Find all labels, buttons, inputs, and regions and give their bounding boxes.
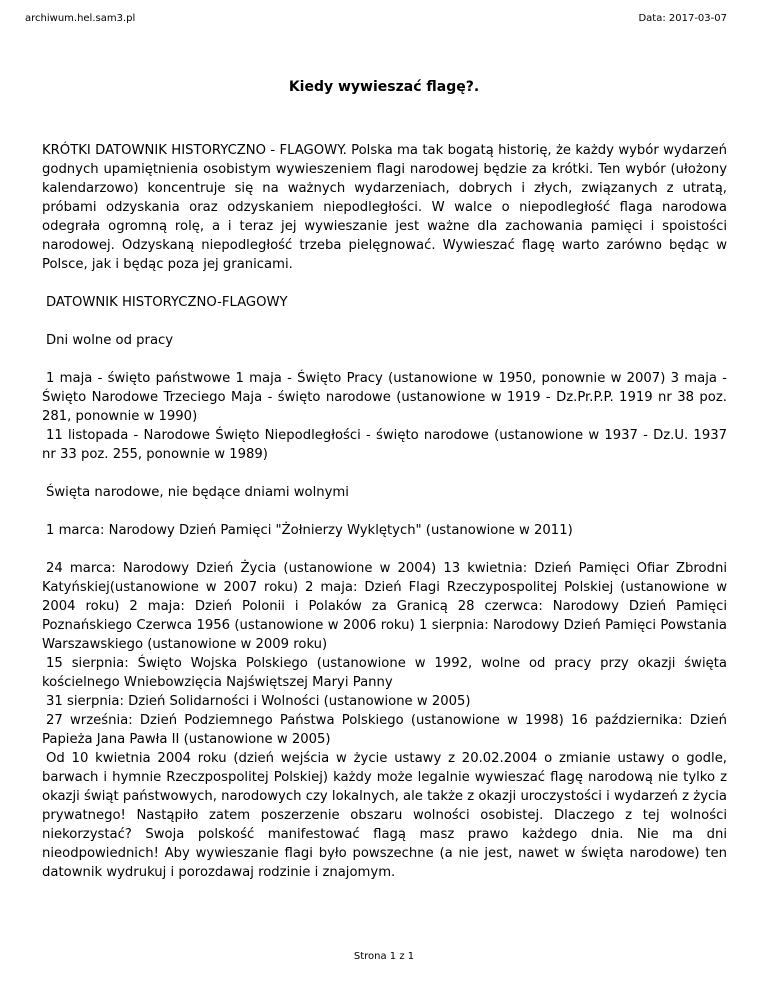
header-date: Data: 2017-03-07 xyxy=(638,13,727,24)
page-footer: Strona 1 z 1 xyxy=(353,951,415,962)
document-body xyxy=(42,141,727,882)
national-paragraph-4: 31 sierpnia: Dzień Solidarności i Wolności (ustanowione w 2005) xyxy=(46,694,471,709)
intro-paragraph: KRÓTKI DATOWNIK HISTORYCZNO - FLAGOWY. Polska ma tak bogatą historię, że każdy wybór wydarzeń godnych upamiętnienia osobistym wywieszeniem flagi narodowej będzie za krótki. Ten wybór (ułożony kalendarzowo) koncentruje się na ważnych wydarzeniach, dobrych i złych, związanych z utratą, próbami odzyskania oraz odzyskaniem niepodległości. W walce o niepodległość flaga narodowa odegrała ogromną rolę, a i teraz jej wywieszanie jest ważne dla zachowania pamięci i spoistości narodowej. Odzyskaną niepodległość trzeba pielęgnować. Wywieszać flagę warto zarówno będąc w Polsce, jak i będąc poza jej granicami. xyxy=(42,143,727,272)
page-title: Kiedy wywieszać flagę?. xyxy=(288,79,480,95)
header-site: archiwum.hel.sam3.pl xyxy=(25,13,136,24)
national-paragraph-3: 15 sierpnia: Święto Wojska Polskiego (ustanowione w 1992, wolne od pracy przy okazji święta kościelnego Wniebowzięcia Najświętszej Maryi Panny xyxy=(42,656,727,690)
section-title: DATOWNIK HISTORYCZNO-FLAGOWY xyxy=(46,295,288,310)
national-heading: Święta narodowe, nie będące dniami wolnymi xyxy=(46,485,349,500)
closing-paragraph: Od 10 kwietnia 2004 roku (dzień wejścia w życie ustawy z 20.02.2004 o zmianie ustawy o godle, barwach i hymnie Rzeczpospolitej Polskiej) każdy może legalnie wywieszać flagę narodową nie tylko z okazji świąt państwowych, narodowych czy lokalnych, ale także z okazji uroczystości i wydarzeń z życia prywatnego! Nastąpiło zatem poszerzenie obszaru wolności osobistej. Dlaczego z tej wolności niekorzystać? Swoja polskość manifestować flagą masz prawo każdego dnia. Nie ma dni nieodpowiednich! Aby wywieszanie flagi było powszechne (a nie jest, nawet w święta narodowe) ten datownik wydrukuj i porozdawaj rodzinie i znajomym. xyxy=(42,751,727,880)
national-paragraph-2: 24 marca: Narodowy Dzień Życia (ustanowione w 2004) 13 kwietnia: Dzień Pamięci Ofiar Zbrodni Katyńskiej(ustanowione w 2007 roku) 2 maja: Dzień Flagi Rzeczypospolitej Polskiej (ustanowione w 2004 roku) 2 maja: Dzień Polonii i Polaków za Granicą 28 czerwca: Narodowy Dzień Pamięci Poznańskiego Czerwca 1956 (ustanowione w 2006 roku) 1 sierpnia: Narodowy Dzień Pamięci Powstania Warszawskiego (ustanowione w 2009 roku) xyxy=(42,561,727,652)
holidays-paragraph-2: 11 listopada - Narodowe Święto Niepodległości - święto narodowe (ustanowione w 1937 - Dz.U. 1937 nr 33 poz. 255, ponownie w 1989) xyxy=(42,428,727,462)
holidays-heading: Dni wolne od pracy xyxy=(46,333,174,348)
national-paragraph-5: 27 września: Dzień Podziemnego Państwa Polskiego (ustanowione w 1998) 16 października: Dzień Papieża Jana Pawła II (ustanowione w 2005) xyxy=(42,713,727,747)
national-paragraph-1: 1 marca: Narodowy Dzień Pamięci "Żołnierzy Wyklętych" (ustanowione w 2011) xyxy=(46,523,573,538)
holidays-paragraph-1: 1 maja - święto państwowe 1 maja - Święto Pracy (ustanowione w 1950, ponownie w 2007) 3 maja - Święto Narodowe Trzeciego Maja - święto narodowe (ustanowione w 1919 - Dz.Pr.P.P. 1919 nr 38 poz. 281, ponownie w 1990) xyxy=(42,371,727,424)
